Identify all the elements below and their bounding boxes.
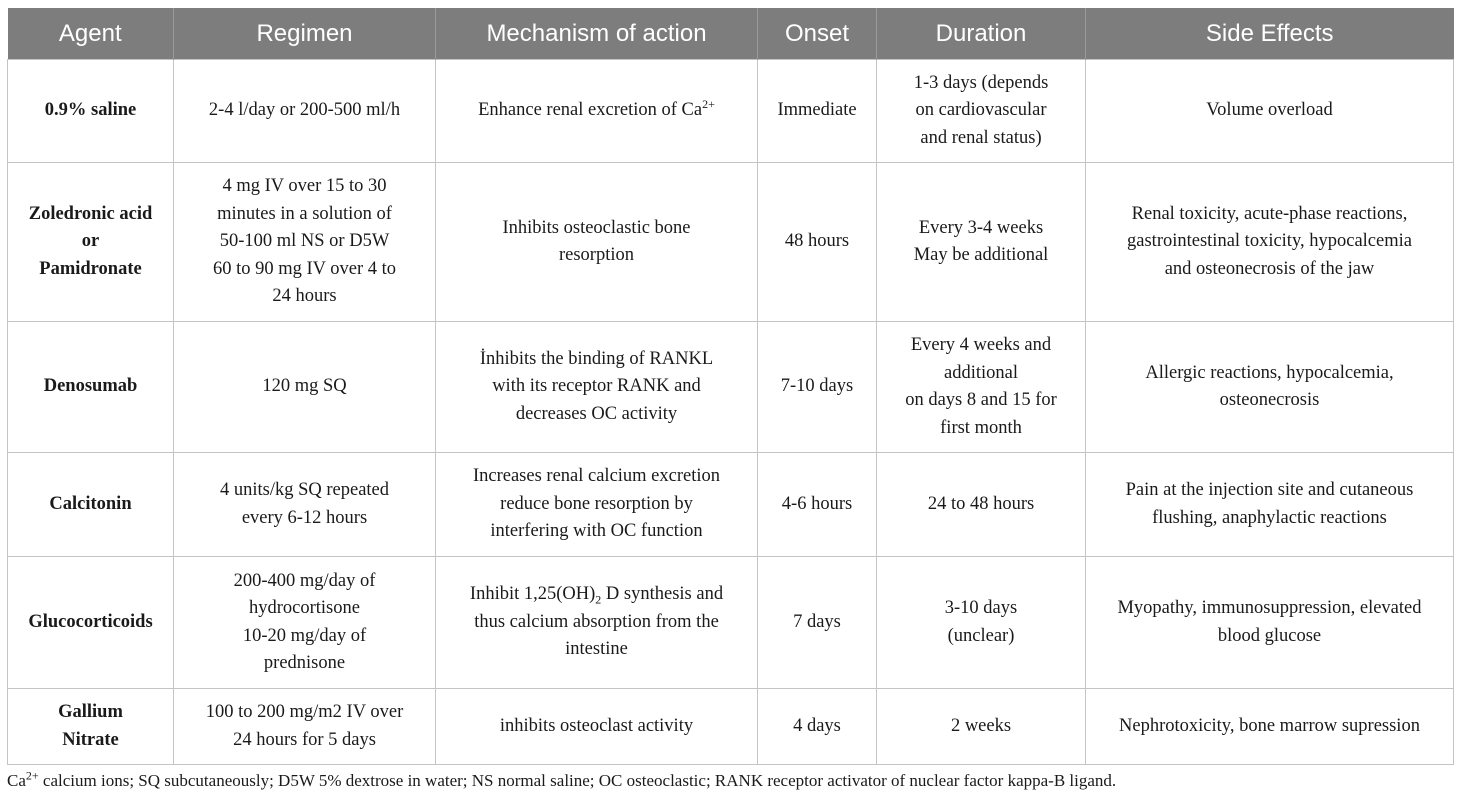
cell-line: Nephrotoxicity, bone marrow supression <box>1119 715 1420 736</box>
agent-cell <box>8 689 174 765</box>
cell-line: interfering with OC function <box>490 521 703 542</box>
cell-line: 24 to 48 hours <box>927 493 1035 514</box>
header-agent: Agent <box>8 8 174 60</box>
ion-charge-superscript: 2+ <box>702 97 715 112</box>
cell-line: thus calcium absorption from the <box>474 611 719 632</box>
mechanism-cell <box>436 322 758 453</box>
side-effects-cell <box>1086 60 1454 163</box>
agent-cell <box>8 322 174 453</box>
cell-line: with its receptor RANK and <box>492 376 701 397</box>
cell-line: blood glucose <box>1217 625 1322 646</box>
cell-line: decreases OC activity <box>515 403 678 424</box>
cell-line: 2-4 l/day or 200-500 ml/h <box>208 100 401 121</box>
cell-line: Myopathy, immunosuppression, elevated <box>1117 598 1422 618</box>
cell-line: 24 hours for 5 days <box>233 729 376 750</box>
cell-line: intestine <box>565 639 628 660</box>
header-side-effects: Side Effects <box>1086 8 1454 60</box>
duration-cell <box>877 322 1086 453</box>
cell-line: Increases renal calcium excretion <box>472 466 721 487</box>
hypercalcemia-treatment-table <box>7 8 1454 765</box>
table-row <box>8 557 1454 689</box>
mechanism-cell <box>436 557 758 689</box>
cell-line: Allergic reactions, hypocalcemia, <box>1145 362 1394 383</box>
header-regimen: Regimen <box>174 8 436 60</box>
side-effects-cell <box>1086 557 1454 689</box>
cell-line: Glucocorticoids <box>28 611 153 632</box>
header-onset: Onset <box>758 8 877 60</box>
cell-line: 4 units/kg SQ repeated <box>219 480 390 500</box>
duration-cell <box>877 163 1086 322</box>
footnote-ca: Ca <box>7 771 26 790</box>
cell-line: 4 mg IV over 15 to 30 <box>222 176 387 197</box>
cell-line: 24 hours <box>272 286 337 307</box>
cell-line: resorption <box>558 245 634 265</box>
mechanism-cell <box>436 453 758 557</box>
header-row <box>8 8 1454 60</box>
cell-line: May be additional <box>913 245 1049 265</box>
cell-line: first month <box>940 417 1022 438</box>
cell-line: Every 3-4 weeks <box>918 217 1044 238</box>
cell-line: 10-20 mg/day of <box>242 625 367 646</box>
regimen-cell <box>174 60 436 163</box>
cell-line: 200-400 mg/day of <box>233 570 376 591</box>
regimen-cell <box>174 163 436 322</box>
cell-line: Immediate <box>777 100 857 121</box>
cell-line: 48 hours <box>784 231 850 252</box>
cell-line: flushing, anaphylactic reactions <box>1152 507 1387 528</box>
cell-line <box>446 581 747 609</box>
table-row <box>8 453 1454 557</box>
cell-line: 4 days <box>793 715 841 736</box>
onset-cell <box>758 60 877 163</box>
cell-line: osteonecrosis <box>1219 390 1320 410</box>
cell-line: Volume overload <box>1206 100 1333 121</box>
table-row <box>8 163 1454 322</box>
cell-line: 60 to 90 mg IV over 4 to <box>212 258 397 279</box>
cell-line: 2 weeks <box>950 715 1012 736</box>
side-effects-cell <box>1086 163 1454 322</box>
table-row <box>8 60 1454 163</box>
cell-line: 120 mg SQ <box>262 376 347 397</box>
side-effects-cell <box>1086 322 1454 453</box>
cell-line: minutes in a solution of <box>217 203 392 224</box>
cell-line <box>446 97 747 125</box>
table-footnote <box>7 768 1117 791</box>
table-row <box>8 322 1454 453</box>
duration-cell <box>877 689 1086 765</box>
onset-cell <box>758 322 877 453</box>
regimen-cell <box>174 557 436 689</box>
cell-line: Nitrate <box>62 729 119 750</box>
agent-cell <box>8 557 174 689</box>
cell-line: 7-10 days <box>780 376 854 397</box>
cell-line: additional <box>944 362 1018 383</box>
cell-line: hydrocortisone <box>249 598 360 618</box>
cell-line: Renal toxicity, acute-phase reactions, <box>1131 203 1408 224</box>
cell-line: or <box>81 231 100 252</box>
agent-cell <box>8 163 174 322</box>
cell-line: prednisone <box>263 653 346 673</box>
footnote-ion-charge: 2+ <box>25 768 39 783</box>
cell-line: (unclear) <box>947 625 1015 646</box>
cell-line: 3-10 days <box>944 598 1018 618</box>
mechanism-cell <box>436 689 758 765</box>
cell-line: and osteonecrosis of the jaw <box>1164 258 1375 279</box>
side-effects-cell <box>1086 689 1454 765</box>
duration-cell <box>877 557 1086 689</box>
cell-line: 50-100 ml NS or D5W <box>219 231 390 252</box>
header-duration: Duration <box>877 8 1086 60</box>
cell-line: Calcitonin <box>49 493 132 514</box>
cell-line: reduce bone resorption by <box>500 493 693 514</box>
duration-cell <box>877 60 1086 163</box>
mechanism-text: Inhibit 1,25(OH) <box>469 584 596 605</box>
cell-line: inhibits osteoclast activity <box>499 715 694 736</box>
cell-line: Denosumab <box>43 376 138 397</box>
cell-line: 0.9% saline <box>44 100 137 121</box>
cell-line: 100 to 200 mg/m2 IV over <box>205 702 404 722</box>
side-effects-cell <box>1086 453 1454 557</box>
subscript: 2 <box>595 592 602 607</box>
cell-line: on cardiovascular <box>915 100 1047 121</box>
cell-line: 4-6 hours <box>781 493 853 514</box>
cell-line: Pain at the injection site and cutaneous <box>1125 480 1414 500</box>
agent-cell <box>8 453 174 557</box>
onset-cell <box>758 557 877 689</box>
regimen-cell <box>174 322 436 453</box>
onset-cell <box>758 163 877 322</box>
mechanism-text: Enhance renal excretion of Ca <box>478 100 703 121</box>
regimen-cell <box>174 689 436 765</box>
cell-line: Zoledronic acid <box>28 203 153 224</box>
regimen-cell <box>174 453 436 557</box>
table-row <box>8 689 1454 765</box>
cell-line: 1-3 days (depends <box>913 72 1049 93</box>
cell-line: Every 4 weeks and <box>910 335 1052 355</box>
cell-line: 7 days <box>793 611 841 632</box>
cell-line: and renal status) <box>920 127 1042 148</box>
cell-line: Gallium <box>58 702 123 722</box>
header-mechanism: Mechanism of action <box>436 8 758 60</box>
mechanism-text: D synthesis and <box>601 584 724 605</box>
onset-cell <box>758 453 877 557</box>
cell-line: gastrointestinal toxicity, hypocalcemia <box>1127 231 1412 252</box>
cell-line: every 6-12 hours <box>241 507 368 528</box>
mechanism-cell <box>436 60 758 163</box>
mechanism-cell <box>436 163 758 322</box>
cell-line: İnhibits the binding of RANKL <box>479 348 714 369</box>
agent-cell <box>8 60 174 163</box>
footnote-text: calcium ions; SQ subcutaneously; D5W 5% dextrose in water; NS normal saline; OC osteoclastic; RANK receptor activator of nuclear factor kappa-B ligand. <box>38 771 1117 790</box>
cell-line: Pamidronate <box>39 258 142 279</box>
cell-line: on days 8 and 15 for <box>905 390 1057 410</box>
cell-line: Inhibits osteoclastic bone <box>502 217 691 238</box>
duration-cell <box>877 453 1086 557</box>
onset-cell <box>758 689 877 765</box>
